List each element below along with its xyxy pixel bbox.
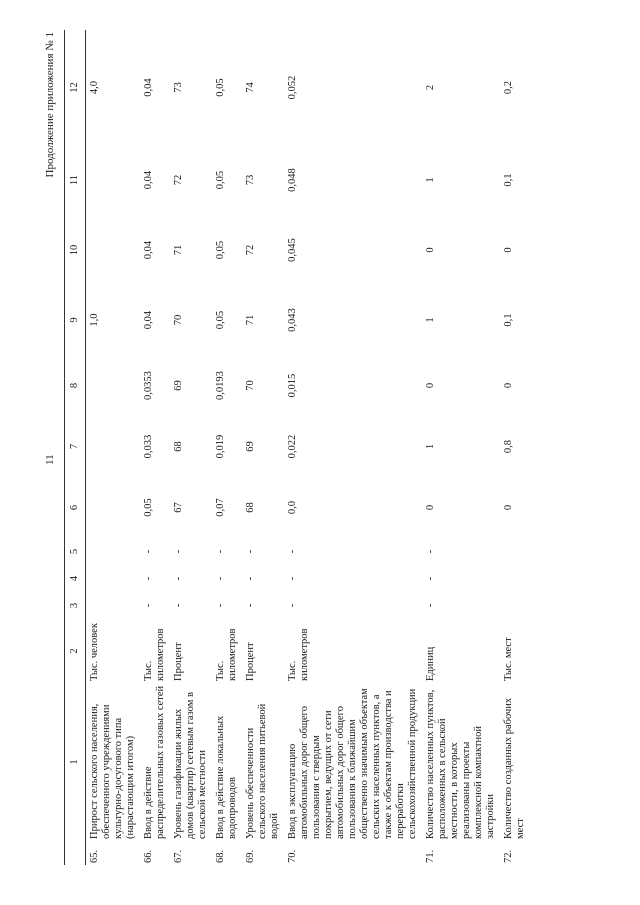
column-header — [65, 841, 86, 865]
value-cell: 0,033 — [143, 434, 154, 459]
indicator-name: Прирост сельского населения, обеспеченного учреждениями культурно-досугового типа (нарастающим итогом) — [89, 703, 136, 839]
value-cell: - — [215, 603, 226, 608]
value-cell — [86, 538, 141, 565]
value-cell: 72 — [245, 244, 256, 256]
column-header: 6 — [65, 477, 86, 538]
row-number: 68. — [215, 849, 226, 863]
unit-of-measure: Тыс. километров — [215, 628, 238, 681]
value-cell: 72 — [173, 174, 184, 186]
value-cell: 0 — [503, 247, 514, 253]
value-cell: 0 — [425, 247, 436, 253]
value-cell: 67 — [173, 502, 184, 513]
page-number: 11 — [44, 454, 56, 465]
value-cell: 0 — [425, 382, 436, 389]
column-header: 12 — [65, 30, 86, 145]
indicators-table — [64, 30, 530, 865]
value-cell: 1,0 — [89, 313, 100, 327]
indicator-name: Ввод в действие локальных водопроводов — [215, 715, 238, 839]
value-cell: - — [173, 549, 184, 554]
value-cell: 74 — [245, 82, 256, 93]
value-cell: 1 — [425, 443, 436, 450]
value-cell — [500, 592, 530, 619]
value-cell: 0,2 — [503, 80, 514, 95]
value-cell: 70 — [173, 314, 184, 326]
value-cell: 0,0353 — [143, 371, 154, 400]
value-cell: - — [245, 549, 256, 554]
value-cell: 0,0 — [287, 500, 298, 515]
value-cell: 0,05 — [215, 240, 226, 260]
value-cell: - — [287, 549, 298, 554]
value-cell: - — [143, 603, 154, 608]
value-cell: - — [215, 549, 226, 554]
unit-of-measure: Процент — [173, 642, 184, 681]
indicator-name: Уровень газификации жилых домов (квартир) сетевым газом в сельской местности — [173, 692, 208, 839]
table-row — [242, 30, 284, 865]
value-cell: 68 — [245, 502, 256, 513]
column-header: 5 — [65, 538, 86, 565]
value-cell: 0,04 — [143, 170, 154, 190]
value-cell — [86, 355, 141, 416]
column-header: 1 — [65, 683, 86, 841]
value-cell: 0 — [503, 504, 514, 511]
table-row — [170, 30, 212, 865]
unit-of-measure: Тыс. мест — [503, 637, 514, 681]
unit-of-measure: Тыс. километров — [287, 628, 310, 681]
value-cell: 0,05 — [143, 498, 154, 517]
row-number: 72. — [503, 849, 514, 863]
unit-of-measure: Единиц — [425, 646, 436, 681]
table-row — [500, 30, 530, 865]
value-cell: 69 — [173, 380, 184, 391]
value-cell — [86, 565, 141, 592]
value-cell: 2 — [425, 84, 436, 91]
table-row — [422, 30, 500, 865]
value-cell: 0,05 — [215, 170, 226, 190]
column-header: 3 — [65, 592, 86, 619]
value-cell: 0,8 — [503, 439, 514, 454]
value-cell: 0,052 — [287, 75, 298, 100]
value-cell: 1 — [425, 177, 436, 183]
value-cell: - — [425, 603, 436, 608]
value-cell: - — [245, 576, 256, 581]
column-header: 4 — [65, 565, 86, 592]
table-row — [86, 30, 141, 865]
value-cell: - — [425, 576, 436, 581]
row-number: 66. — [143, 849, 154, 863]
indicator-name: Количество населенных пунктов, расположенных в сельской местности, в которых реализованы проекты комплексной компактной застройки — [425, 689, 496, 839]
value-cell: - — [173, 576, 184, 581]
unit-of-measure: Тыс. километров — [143, 628, 166, 681]
value-cell: - — [287, 603, 298, 608]
value-cell: 70 — [245, 380, 256, 391]
value-cell: 69 — [245, 441, 256, 452]
value-cell — [86, 416, 141, 477]
column-header: 7 — [65, 416, 86, 477]
value-cell: 0,04 — [143, 78, 154, 97]
value-cell: 0,04 — [143, 240, 154, 260]
row-number: 65. — [89, 849, 100, 863]
value-cell: 0,022 — [287, 434, 298, 459]
continuation-caption: Продолжение приложения № 1 — [44, 32, 56, 178]
value-cell: 73 — [173, 82, 184, 93]
column-header: 2 — [65, 619, 86, 683]
value-cell: 0 — [503, 382, 514, 389]
row-number: 69. — [245, 849, 256, 863]
value-cell: - — [245, 603, 256, 608]
value-cell: 4,0 — [89, 80, 100, 95]
value-cell: 0,1 — [503, 173, 514, 187]
value-cell: 71 — [173, 244, 184, 256]
value-cell: 0,07 — [215, 498, 226, 517]
value-cell: 0,019 — [215, 434, 226, 459]
value-cell: - — [143, 549, 154, 554]
value-cell — [86, 477, 141, 538]
value-cell: 0 — [425, 504, 436, 511]
unit-of-measure: Тыс. человек — [89, 623, 100, 681]
value-cell: 0,04 — [143, 310, 154, 330]
column-header: 11 — [65, 145, 86, 215]
value-cell — [86, 145, 141, 215]
column-header: 10 — [65, 215, 86, 285]
value-cell: - — [425, 549, 436, 554]
column-header: 8 — [65, 355, 86, 416]
value-cell: 71 — [245, 314, 256, 326]
value-cell: 0,05 — [215, 310, 226, 330]
value-cell: 68 — [173, 441, 184, 452]
table-header-row — [65, 30, 86, 865]
value-cell — [500, 538, 530, 565]
value-cell: 0,1 — [503, 313, 514, 327]
value-cell: 0,048 — [287, 168, 298, 192]
indicator-name: Количество созданных рабочих мест — [503, 697, 526, 839]
unit-of-measure: Процент — [245, 642, 256, 681]
value-cell — [86, 592, 141, 619]
value-cell: 0,015 — [287, 373, 298, 398]
table-row — [140, 30, 170, 865]
row-number: 71. — [425, 849, 436, 863]
column-header: 9 — [65, 285, 86, 355]
table-row — [284, 30, 422, 865]
value-cell: 1 — [425, 317, 436, 323]
value-cell — [86, 215, 141, 285]
row-number: 70. — [287, 849, 298, 863]
value-cell: - — [173, 603, 184, 608]
value-cell: 0,045 — [287, 238, 298, 262]
indicator-name: Ввод в эксплуатацию автомобильных дорог общего пользования с твердым покрытием, ведущих от сети автомобильных дорог общего пользования к ближайшим общественно значимым объектам сельских населенных пунктов, а также к объектам производства и переработки сельскохозяйственной продукции — [287, 688, 418, 839]
value-cell — [500, 565, 530, 592]
value-cell: - — [143, 576, 154, 581]
row-number: 67. — [173, 849, 184, 863]
indicator-name: Уровень обеспеченности сельского населения питьевой водой — [245, 703, 280, 839]
table-row — [212, 30, 242, 865]
value-cell: 0,043 — [287, 308, 298, 332]
value-cell: 0,0193 — [215, 371, 226, 400]
value-cell: 73 — [245, 174, 256, 186]
value-cell: - — [287, 576, 298, 581]
indicator-name: Ввод в действие распределительных газовых сетей — [143, 685, 166, 839]
value-cell: - — [215, 576, 226, 581]
value-cell: 0,05 — [215, 78, 226, 97]
